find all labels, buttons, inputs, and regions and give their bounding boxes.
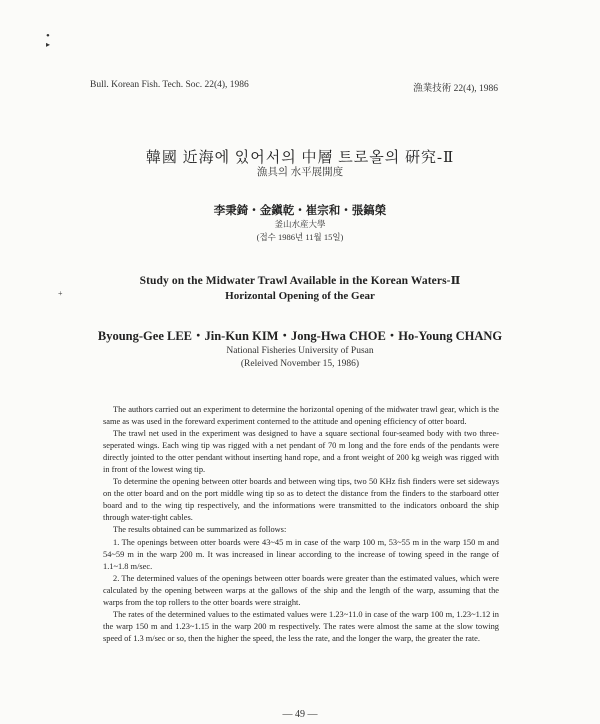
abstract-paragraph: 2. The determined values of the openings between otter boards were greater than the estimated values, which were calculated by the opening between warps at the gallows of the ship and the length of the warp, assuming that the warps from the top rollers to the otter boards were straight. <box>103 573 499 607</box>
korean-authors: 李秉錡・金鎭乾・崔宗和・張鎬榮 <box>213 205 387 217</box>
korean-title: 韓國 近海에 있어서의 中層 트로올의 硏究-Ⅱ <box>145 150 455 166</box>
abstract-paragraph: The results obtained can be summarized as follows: <box>113 525 287 535</box>
english-affiliation: National Fisheries University of Pusan <box>226 346 374 356</box>
korean-affiliation: 釜山水産大學 <box>274 219 326 229</box>
page-number: — 49 — <box>282 709 318 720</box>
scan-mark: ▸ <box>46 40 51 49</box>
journal-citation-korean: 漁業技術 22(4), 1986 <box>413 84 498 94</box>
english-received-date: (Releived November 15, 1986) <box>240 359 360 369</box>
journal-citation-english: Bull. Korean Fish. Tech. Soc. 22(4), 1986 <box>90 80 249 90</box>
abstract <box>103 404 499 645</box>
scan-mark: + <box>58 289 63 298</box>
scan-mark: • <box>46 30 50 42</box>
abstract-paragraph: The authors carried out an experiment to determine the horizontal opening of the midwater trawl gear, which is the same as was used in the foreward experiment conterned to the attitude and opening efficiency of otter board. <box>103 405 499 427</box>
korean-subtitle: 漁具의 水平展開度 <box>256 167 344 178</box>
english-title: Study on the Midwater Trawl Available in the Korean Waters-Ⅱ <box>139 275 461 287</box>
korean-received-date: (접수 1986년 11월 15일) <box>256 232 344 242</box>
abstract-paragraph: To determine the opening between otter boards and between wing tips, two 50 KHz fish finders were set sideways on the otter board and on the port middle wing tip so as to detect the distance from the finders to the starboard otter board and to the wing tip respectively, and the informations were transmitted to the indicators onboard the ship through water-tight cables. <box>103 477 499 523</box>
abstract-paragraph: 1. The openings between otter boards were 43~45 m in case of the warp 100 m, 53~55 m in the warp 150 m and 54~59 m in the warp 200 m. It was increased in linear according to the increase of towing speed in the range of 1.1~1.8 m/sec. <box>103 537 499 571</box>
english-authors: Byoung-Gee LEE・Jin-Kun KIM・Jong-Hwa CHOE・Ho-Young CHANG <box>97 329 503 343</box>
english-subtitle: Horizontal Opening of the Gear <box>225 290 375 302</box>
abstract-paragraph: The rates of the determined values to the estimated values were 1.23~11.0 in case of the warp 100 m, 1.23~1.12 in the warp 150 m and 1.23~1.15 in the warp 200 m respectively. The rates were almost the same at the slow towing speed of 1.3 m/sec or so, then the higher the speed, the less the rate, and the longer the warp, the greater the rate. <box>103 609 499 643</box>
abstract-paragraph: The trawl net used in the experiment was designed to have a square sectional four-seamed body with two three-seperated wings. Each wing tip was rigged with a net pendant of 70 m long and the fore ends of the pendants were directly jointed to the otter pendant without inserting hand rope, and a front weight of 200 kg weigh was rigged with in front of the lowest wing tip. <box>103 429 499 475</box>
